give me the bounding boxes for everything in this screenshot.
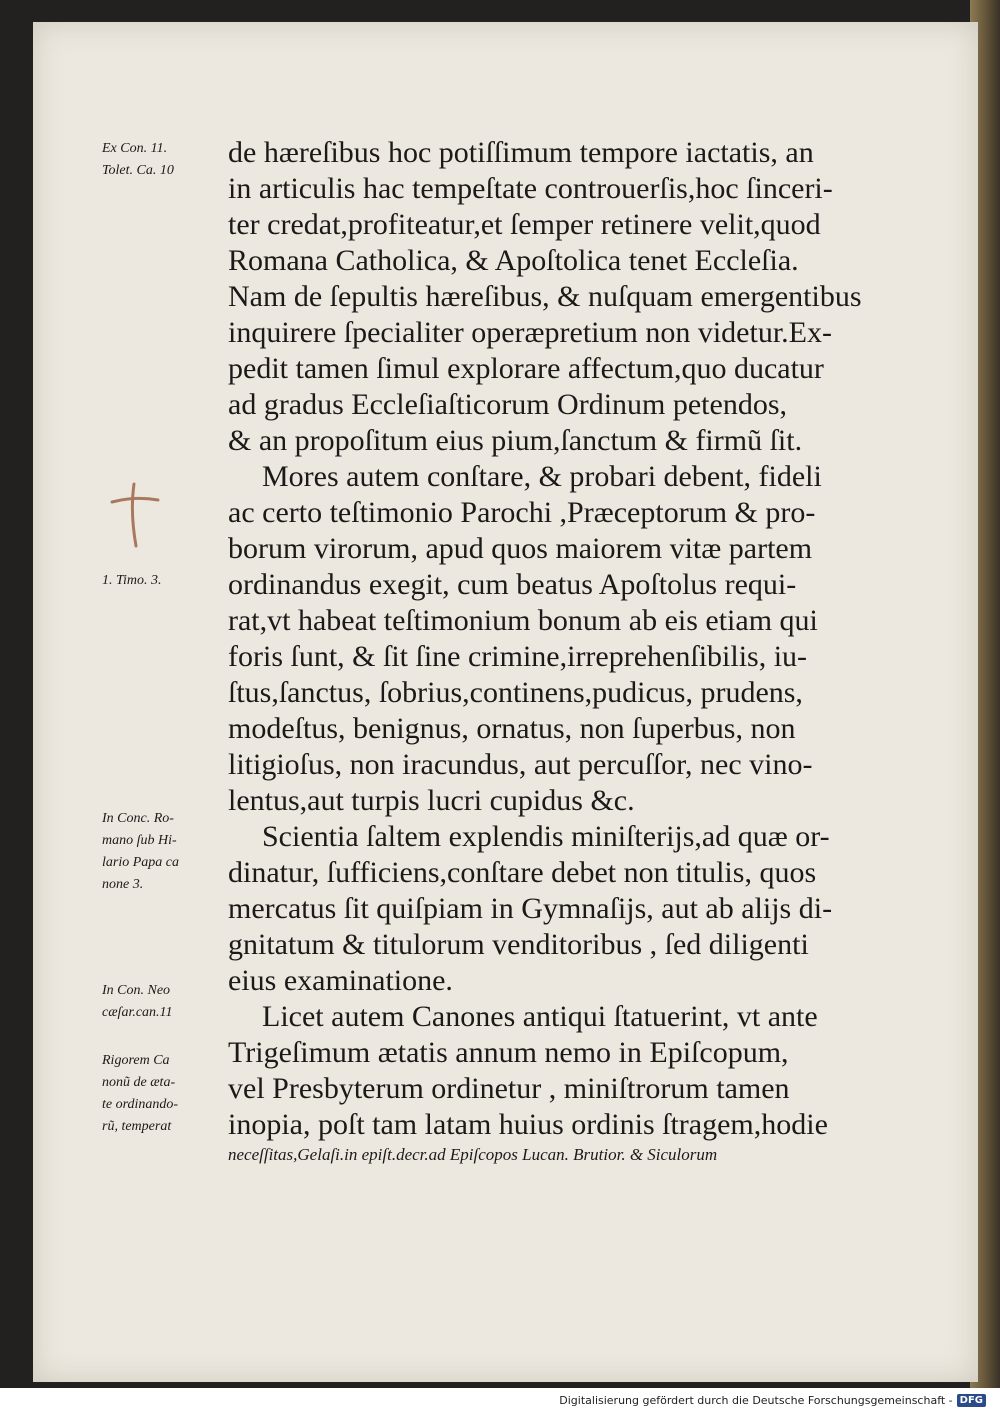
margin-note-line: 1. Timo. 3.	[102, 573, 162, 588]
text-line: gnitatum & titulorum venditoribus , ſed diligenti	[228, 928, 809, 961]
text-line: ordinandus exegit, cum beatus Apoſtolus requi-	[228, 568, 797, 601]
catchword-line: neceſſitas,Gelaſi.in epiſt.decr.ad Epiſcopos Lucan. Brutior. & Siculorum	[228, 1145, 718, 1164]
handwritten-cross-mark	[104, 480, 164, 550]
attribution-text: Digitalisierung gefördert durch die Deutsche Forschungsgemeinschaft -	[559, 1393, 953, 1407]
dfg-logo-icon: DFG	[957, 1394, 986, 1407]
margin-note-line: te ordinando-	[102, 1097, 179, 1112]
text-line: mercatus ſit quiſpiam in Gymnaſijs, aut ab alijs di-	[228, 892, 833, 925]
margin-note-line: nonũ de æta-	[102, 1075, 176, 1090]
text-line: Nam de ſepultis hæreſibus, & nuſquam emergentibus	[228, 280, 862, 313]
text-line: modeſtus, benignus, ornatus, non ſuperbus, non	[228, 712, 796, 745]
text-line: vel Presbyterum ordinetur , miniſtrorum tamen	[228, 1072, 790, 1105]
text-line: Scientia ſaltem explendis miniſterijs,ad quæ or-	[262, 820, 830, 853]
margin-note-neocaesar	[102, 980, 220, 1024]
text-line: Mores autem conſtare, & probari debent, fideli	[262, 460, 822, 493]
text-line: inopia, poſt tam latam huius ordinis ſtragem,hodie	[228, 1108, 828, 1141]
margin-note-line: In Con. Neo	[102, 983, 171, 998]
margin-note-timo	[102, 570, 220, 592]
margin-note-rigorem	[102, 1050, 220, 1138]
margin-note-conc-romano	[102, 808, 220, 896]
text-line: ſtus,ſanctus, ſobrius,continens,pudicus, prudens,	[228, 676, 803, 709]
text-line: inquirere ſpecialiter operæpretium non videtur.Ex-	[228, 316, 832, 349]
text-line: pedit tamen ſimul explorare affectum,quo ducatur	[228, 352, 824, 385]
margin-note-line: In Conc. Ro-	[102, 811, 174, 826]
text-line: Romana Catholica, & Apoſtolica tenet Eccleſia.	[228, 244, 799, 277]
text-line: ac certo teſtimonio Parochi ,Præceptorum & pro-	[228, 496, 816, 529]
text-line: lentus,aut turpis lucri cupidus &c.	[228, 784, 635, 817]
text-line: & an propoſitum eius pium,ſanctum & firmũ ſit.	[228, 424, 803, 457]
margin-note-line: lario Papa ca	[102, 855, 179, 870]
text-line: borum virorum, apud quos maiorem vitæ partem	[228, 532, 813, 565]
text-line: ad gradus Eccleſiaſticorum Ordinum petendos,	[228, 388, 787, 421]
text-line: litigioſus, non iracundus, aut percuſſor, nec vino-	[228, 748, 813, 781]
margin-note-line: mano ſub Hi-	[102, 833, 177, 848]
text-line: in articulis hac tempeſtate controuerſis,hoc ſinceri-	[228, 172, 833, 205]
margin-note-line: Ex Con. 11.	[102, 141, 168, 156]
margin-note-line: cæſar.can.11	[102, 1005, 173, 1020]
margin-note-ex-con	[102, 138, 220, 182]
text-line: foris ſunt, & ſit ſine crimine,irreprehenſibilis, iu-	[228, 640, 808, 673]
text-line: eius examinatione.	[228, 964, 453, 997]
text-line: Licet autem Canones antiqui ſtatuerint, vt ante	[262, 1000, 818, 1033]
text-line: Trigeſimum ætatis annum nemo in Epiſcopum,	[228, 1036, 789, 1069]
text-line: dinatur, ſufficiens,conſtare debet non titulis, quos	[228, 856, 817, 889]
margin-note-line: Tolet. Ca. 10	[102, 163, 174, 178]
attribution-footer	[559, 1390, 986, 1410]
text-line: ter credat,profiteatur,et ſemper retinere velit,quod	[228, 208, 821, 241]
margin-note-line: none 3.	[102, 877, 144, 892]
text-line: rat,vt habeat teſtimonium bonum ab eis etiam qui	[228, 604, 818, 637]
margin-note-line: rũ, temperat	[102, 1119, 172, 1134]
margin-note-line: Rigorem Ca	[102, 1053, 170, 1068]
text-line: de hæreſibus hoc potiſſimum tempore iactatis, an	[228, 136, 814, 169]
